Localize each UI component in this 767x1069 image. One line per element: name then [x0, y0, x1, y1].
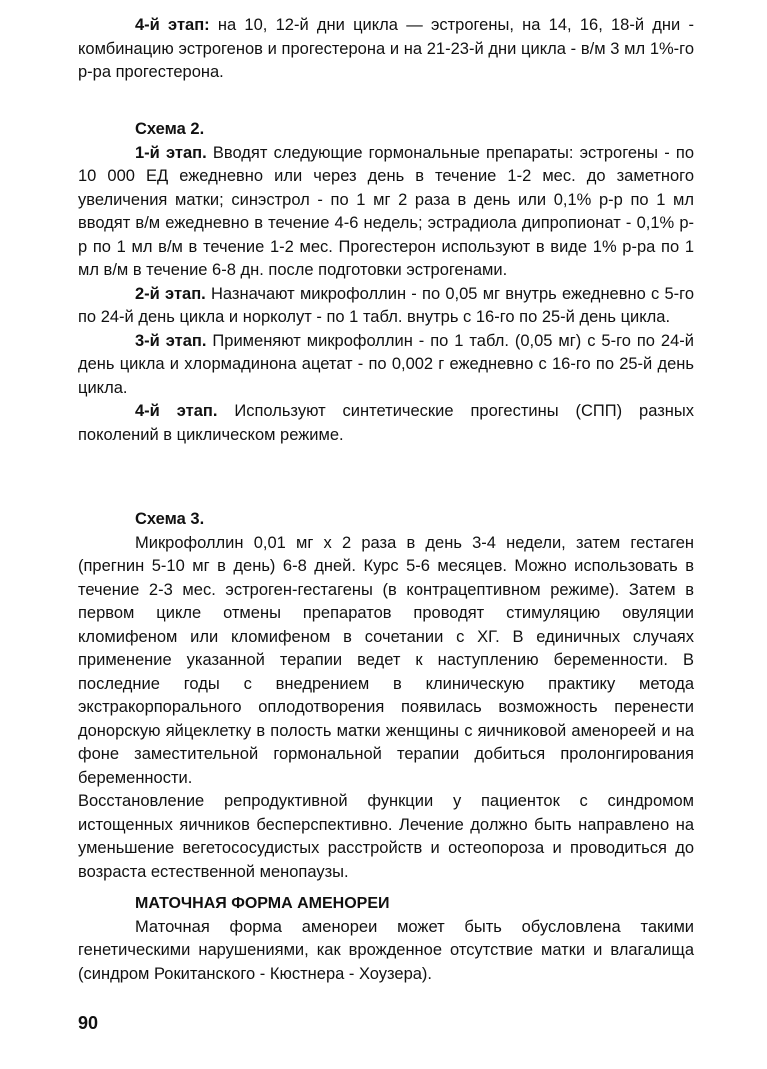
uterine-amenorrhea-block: [78, 892, 694, 986]
stage4-previous-block: [78, 14, 694, 85]
stage4-previous-paragraph: [78, 14, 694, 85]
scheme2-stage4-paragraph: [78, 400, 694, 447]
scheme2-stage3-label: 3-й этап.: [135, 331, 207, 350]
uterine-amenorrhea-paragraph: Маточная форма аменореи может быть обусловлена такими генетическими нарушениями, как врожденное отсутствие матки и влагалища (синдром Рокитанского - Кюстнера - Хоузера).: [78, 917, 694, 983]
uterine-amenorrhea-title: МАТОЧНАЯ ФОРМА АМЕНОРЕИ: [135, 895, 390, 912]
scheme2-stage3-text: Применяют микрофоллин - по 1 табл. (0,05 мг) с 5-го по 24-й день цикла и хлормадинона ацетат - по 0,002 г ежедневно с 16-го по 25-й день цикла.: [78, 331, 694, 397]
scheme2-stage1-paragraph: [78, 142, 694, 283]
scheme2-block: [78, 118, 694, 447]
scheme2-stage1-label: 1-й этап.: [135, 143, 207, 162]
scheme2-stage2-paragraph: [78, 283, 694, 330]
scheme3-block: [78, 508, 694, 884]
scheme2-stage3-paragraph: [78, 330, 694, 401]
scheme2-stage2-label: 2-й этап.: [135, 284, 206, 303]
page-number: 90: [78, 1013, 99, 1033]
scheme2-stage4-text: Используют синтетические прогестины (СПП) разных поколений в циклическом режиме.: [78, 402, 694, 444]
scheme2-stage2-text: Назначают микрофоллин - по 0,05 мг внутрь ежедневно с 5-го по 24-й день цикла и норколут - по 1 табл. внутрь с 16-го по 25-й день цикла.: [78, 284, 694, 326]
stage4-previous-label: 4-й этап:: [135, 16, 210, 34]
scheme2-stage4-label: 4-й этап.: [135, 402, 218, 420]
scheme2-title: Схема 2.: [135, 120, 205, 138]
scheme3-title: Схема 3.: [135, 510, 205, 528]
scheme2-stage1-text: Вводят следующие гормональные препараты: эстрогены - по 10 000 ЕД ежедневно или через день в течение 1-2 мес. до заметного увеличения матки; синэстрол - по 1 мг 2 раза в день или 0,1% р-р по 1 мл вводят в/м ежедневно в течение 4-6 недель; эстрадиола дипропионат - 0,1% р-р по 1 мл в/м в течение 1-2 мес. Прогестерон используют в виде 1% р-ра по 1 мл в/м в течение 6-8 дн. после подготовки эстрогенами.: [78, 143, 694, 279]
scheme3-paragraph-1: Микрофоллин 0,01 мг х 2 раза в день 3-4 недели, затем гестаген (прегнин 5-10 мг в день) 6-8 дней. Курс 5-6 месяцев. Можно использовать в течение 2-3 мес. эстроген-гестагены (в контрацептивном режиме). Затем в первом цикле отмены препаратов проводят стимуляцию овуляции кломифеном или кломифеном в сочетании с ХГ. В единичных случаях применение указанной терапии ведет к наступлению беременности. В последние годы с внедрением в клиническую практику метода экстракорпорального оплодотворения появилась возможность перенести донорскую яйцеклетку в полость матки женщины с яичниковой аменореей и на фоне заместительной гормональной терапии добиться пролонгирования беременности.: [78, 533, 694, 787]
stage4-previous-text: на 10, 12-й дни цикла — эстрогены, на 14, 16, 18-й дни - комбинацию эстрогенов и прогестерона и на 21-23-й дни цикла - в/м 3 мл 1%-го р-ра прогестерона.: [78, 16, 694, 81]
scheme3-paragraph-2: Восстановление репродуктивной функции у пациенток с синдромом истощенных яичников бесперспективно. Лечение должно быть направлено на уменьшение вегетососудистых расстройств и остеопороза и проводиться до возраста естественной менопаузы.: [78, 792, 694, 881]
